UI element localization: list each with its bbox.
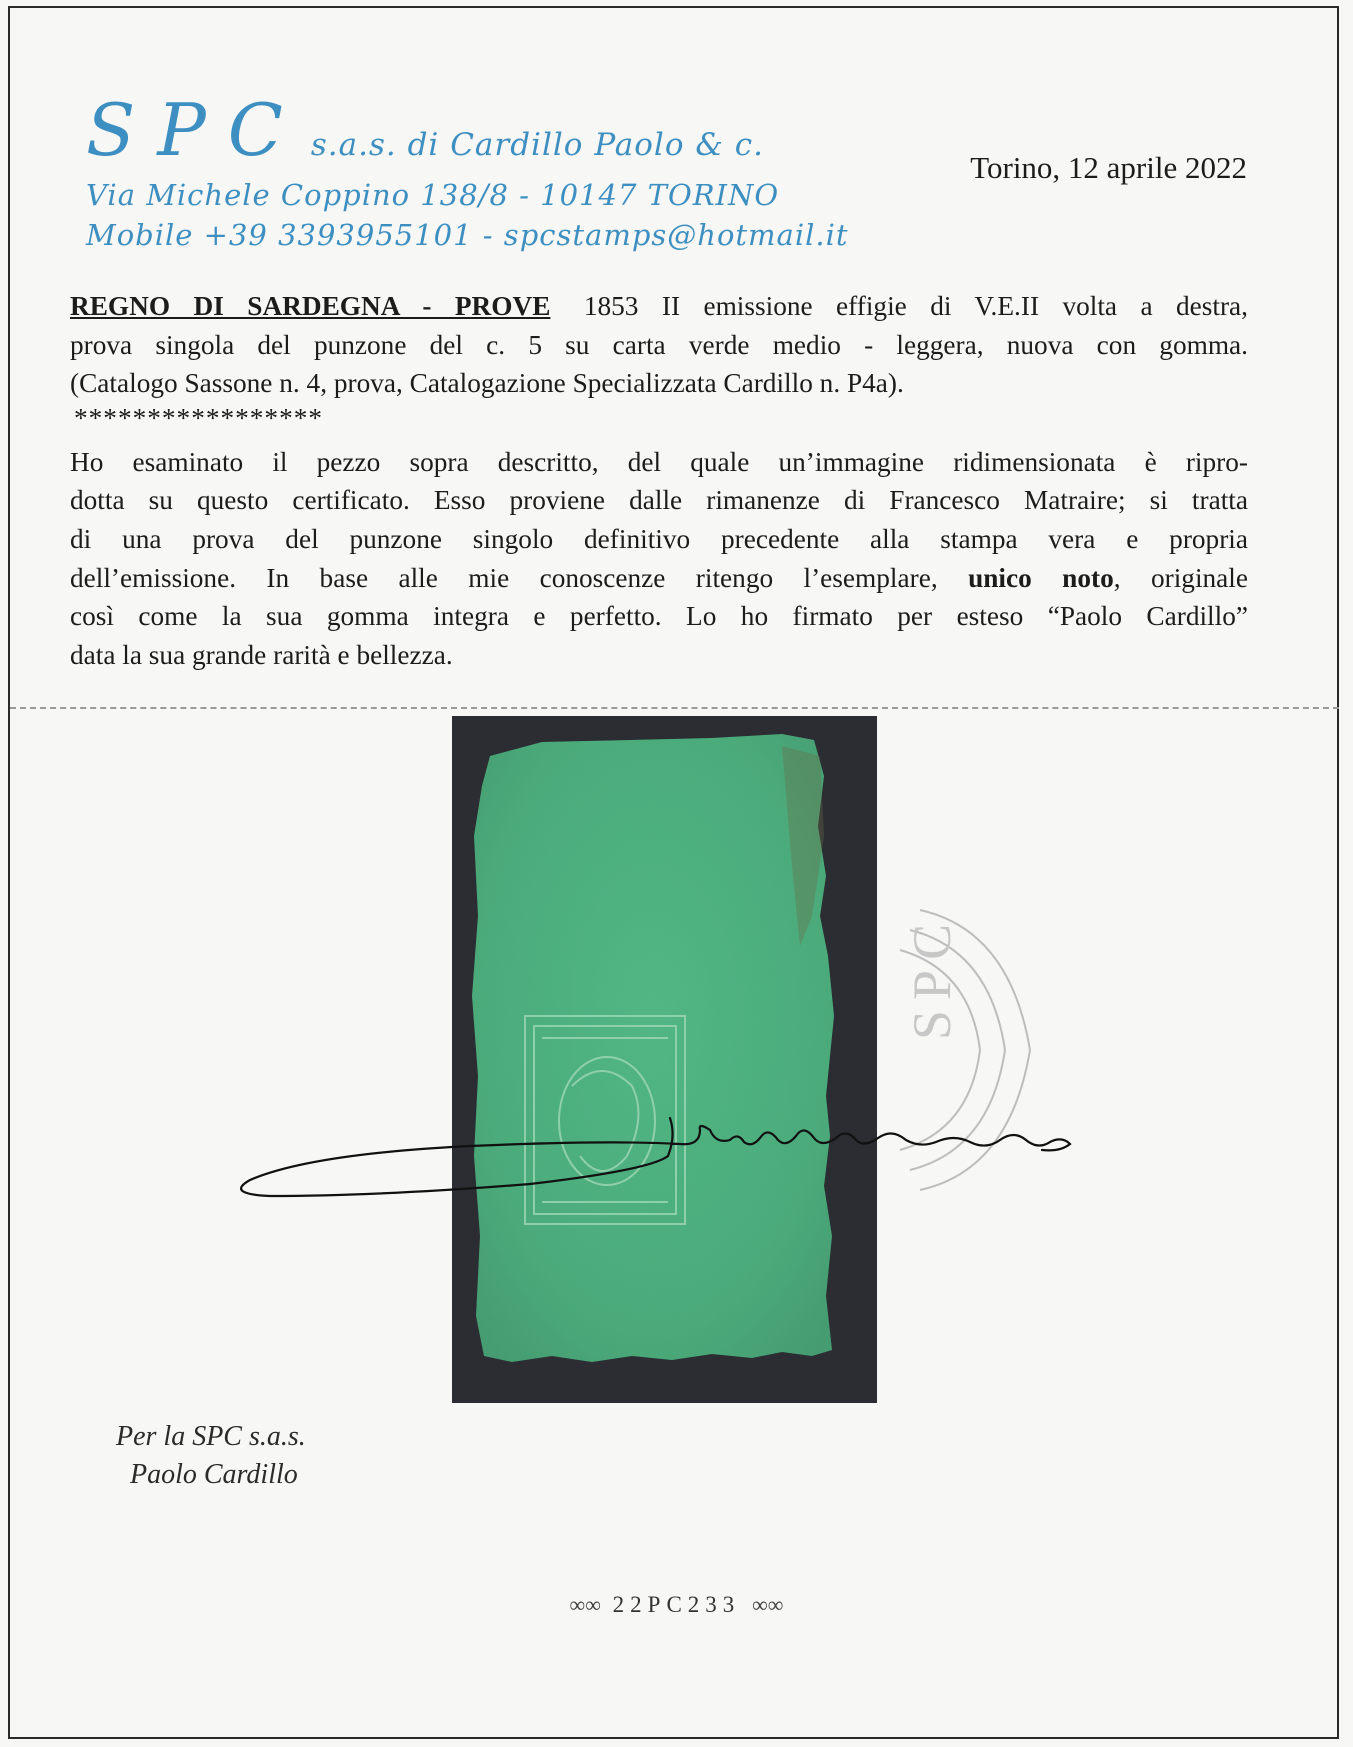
expertise-line-4-a: dell’emissione. In base alle mie conoscenze ritengo l’esemplare,	[70, 562, 938, 593]
dashed-divider	[10, 707, 1339, 709]
company-name: s.a.s. di Cardillo Paolo & c.	[310, 127, 765, 163]
signoff-company: Per la SPC s.a.s.	[116, 1421, 306, 1452]
expertise-line-4	[70, 559, 1248, 598]
signoff-name: Paolo Cardillo	[130, 1459, 298, 1490]
description-heading: REGNO DI SARDEGNA - PROVE	[70, 291, 551, 321]
signoff	[116, 1418, 306, 1494]
description-line-3: (Catalogo Sassone n. 4, prova, Catalogazione Specializzata Cardillo n. P4a).	[70, 368, 904, 399]
stamp-photo-frame	[452, 716, 877, 1403]
expertise-line-3: di una prova del punzone singolo definitivo precedente alla stampa vera e propria	[70, 523, 1248, 554]
handwritten-signature	[230, 1100, 1130, 1210]
description-line-2: prova singola del punzone del c. 5 su carta verde medio - leggera, nuova con gomma.	[70, 329, 1248, 360]
company-address: Via Michele Coppino 138/8 - 10147 TORINO	[86, 178, 780, 212]
left-ornament-icon: ∞∞	[569, 1592, 601, 1617]
green-paper-fragment	[472, 734, 834, 1362]
expertise-line-2: dotta su questo certificato. Esso proviene dalle rimanenze di Francesco Matraire; si tratta	[70, 485, 1248, 516]
certificate-date: Torino, 12 aprile 2022	[970, 150, 1247, 185]
expertise-line-5: così come la sua gomma integra e perfetto. Lo ho firmato per esteso “Paolo Cardillo”	[70, 601, 1248, 632]
stamp-image	[452, 716, 877, 1403]
separator-stars: *****************	[74, 402, 324, 433]
expertise-line-1: Ho esaminato il pezzo sopra descritto, del quale un’immagine ridimensionata è ripro-	[70, 446, 1248, 477]
spc-logo: SPC	[86, 88, 305, 172]
svg-text:SPC: SPC	[902, 913, 962, 1040]
certificate-number: 22PC233	[612, 1592, 741, 1617]
unique-known-emphasis: unico noto	[968, 562, 1114, 593]
letterhead	[86, 88, 849, 252]
description-text-1: 1853 II emissione effigie di V.E.II volta a destra,	[583, 291, 1248, 321]
right-ornament-icon: ∞∞	[752, 1592, 784, 1617]
company-contact: Mobile +39 3393955101 - spcstamps@hotmail.it	[86, 218, 849, 252]
description-line-1	[70, 287, 1248, 326]
expertise-paragraph	[70, 443, 1248, 675]
expertise-line-4-b: , originale	[1113, 562, 1248, 593]
certificate-body	[70, 287, 1248, 674]
expertise-line-6: data la sua grande rarità e bellezza.	[70, 639, 453, 670]
certificate-number-row	[0, 1592, 1353, 1618]
